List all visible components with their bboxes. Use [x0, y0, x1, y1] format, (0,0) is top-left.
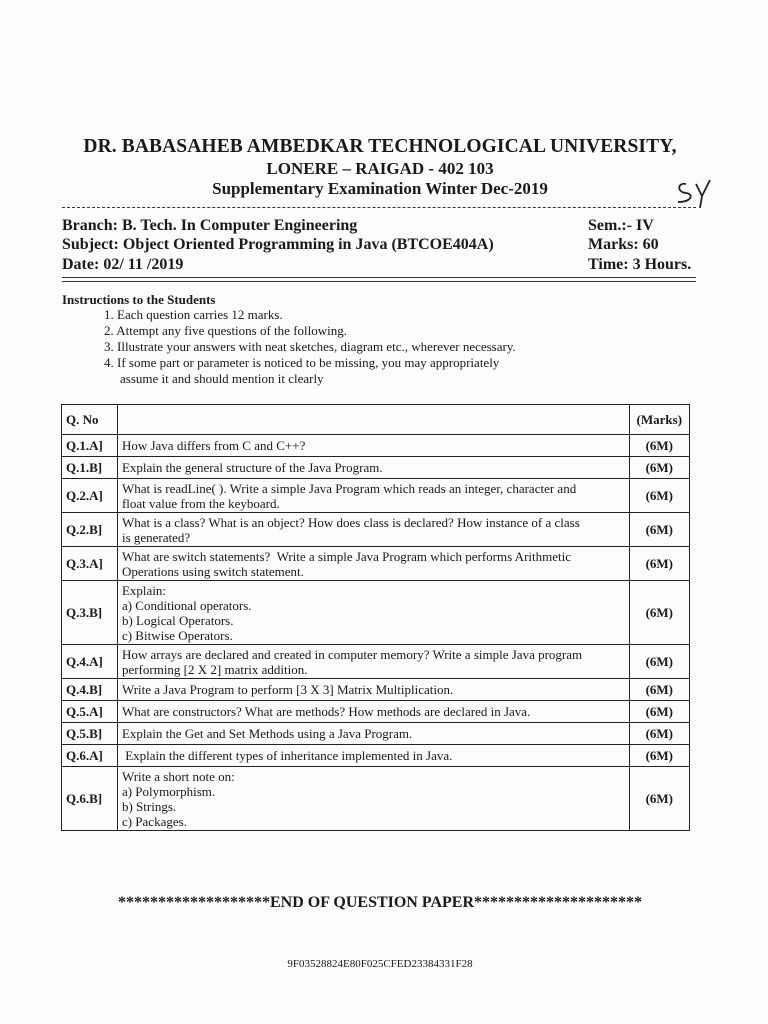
table-header-row	[62, 405, 690, 435]
question-marks: (6M)	[629, 479, 689, 513]
total-marks: Marks: 60	[588, 236, 659, 253]
university-location: LONERE – RAIGAD - 402 103	[266, 159, 494, 178]
question-marks: (6M)	[629, 723, 689, 745]
question-marks: (6M)	[629, 767, 689, 831]
question-text	[117, 581, 629, 645]
meta-divider	[62, 277, 696, 282]
question-number: Q.6.B]	[62, 767, 118, 831]
question-line: c) Bitwise Operators.	[121, 627, 233, 643]
question-line: What are switch statements? Write a simple Java Program which performs Arithmetic	[121, 548, 571, 564]
question-text	[117, 645, 629, 679]
question-line: How Java differs from C and C++?	[121, 438, 306, 453]
question-marks: (6M)	[629, 457, 689, 479]
instructions-list	[104, 307, 516, 387]
question-marks: (6M)	[629, 547, 689, 581]
question-number: Q.4.A]	[62, 645, 118, 679]
exam-time: Time: 3 Hours.	[588, 256, 692, 273]
question-marks: (6M)	[629, 513, 689, 547]
question-marks: (6M)	[629, 701, 689, 723]
question-text	[117, 513, 629, 547]
question-line: a) Polymorphism.	[121, 783, 216, 799]
semester: Sem.:- IV	[588, 217, 654, 234]
instruction-item: 1. Each question carries 12 marks.	[104, 307, 283, 322]
question-number: Q.6.A]	[62, 745, 118, 767]
question-line: What is a class? What is an object? How does class is declared? How instance of a class	[121, 514, 580, 530]
table-row	[62, 701, 690, 723]
question-number: Q.3.A]	[62, 547, 118, 581]
question-text	[117, 723, 629, 745]
table-row	[62, 547, 690, 581]
question-line: b) Strings.	[121, 798, 177, 814]
question-number: Q.2.A]	[62, 479, 118, 513]
subject-line: Subject: Object Oriented Programming in Java (BTCOE404A)	[62, 236, 494, 253]
question-marks: (6M)	[629, 645, 689, 679]
paper-code: 9F03528824E80F025CFED23384331F28	[287, 958, 473, 970]
table-row	[62, 767, 690, 831]
question-marks: (6M)	[629, 745, 689, 767]
question-line: Write a Java Program to perform [3 X 3] Matrix Multiplication.	[121, 682, 454, 697]
question-marks: (6M)	[629, 581, 689, 645]
table-row	[62, 457, 690, 479]
header-marks: (Marks)	[629, 405, 689, 435]
table-row	[62, 435, 690, 457]
header-question	[117, 405, 629, 435]
question-text	[117, 745, 629, 767]
table-row	[62, 645, 690, 679]
question-number: Q.2.B]	[62, 513, 118, 547]
question-line: Explain the general structure of the Java Program.	[121, 460, 383, 475]
branch-line: Branch: B. Tech. In Computer Engineering	[62, 217, 358, 234]
question-number: Q.4.B]	[62, 679, 118, 701]
question-marks: (6M)	[629, 679, 689, 701]
question-line: is generated?	[121, 529, 191, 545]
header-qno: Q. No	[62, 405, 118, 435]
question-line: b) Logical Operators.	[121, 612, 234, 628]
question-number: Q.3.B]	[62, 581, 118, 645]
question-marks: (6M)	[629, 435, 689, 457]
instructions-title: Instructions to the Students	[62, 292, 216, 307]
table-row	[62, 513, 690, 547]
question-text	[117, 701, 629, 723]
question-line: What is readLine( ). Write a simple Java Program which reads an integer, character and	[121, 480, 577, 496]
header-divider	[62, 207, 696, 208]
table-row	[62, 745, 690, 767]
question-number: Q.5.A]	[62, 701, 118, 723]
question-number: Q.5.B]	[62, 723, 118, 745]
instruction-item: 3. Illustrate your answers with neat sketches, diagram etc., wherever necessary.	[104, 339, 516, 354]
question-line: float value from the keyboard.	[121, 495, 280, 511]
question-line: Operations using switch statement.	[121, 563, 304, 579]
instruction-item: 2. Attempt any five questions of the following.	[104, 323, 347, 338]
question-text	[117, 479, 629, 513]
question-line: a) Conditional operators.	[121, 597, 252, 613]
table-row	[62, 679, 690, 701]
university-name: DR. BABASAHEB AMBEDKAR TECHNOLOGICAL UNIVERSITY,	[83, 136, 677, 157]
questions-table	[61, 404, 690, 831]
instruction-item: assume it and should mention it clearly	[120, 371, 324, 386]
question-line: performing [2 X 2] matrix addition.	[121, 661, 308, 677]
table-row	[62, 581, 690, 645]
table-row	[62, 723, 690, 745]
question-line: c) Packages.	[121, 813, 187, 829]
question-text	[117, 767, 629, 831]
exam-title: Supplementary Examination Winter Dec-2019	[212, 179, 548, 198]
question-line: Explain:	[121, 582, 166, 598]
question-line: Explain the different types of inheritance implemented in Java.	[121, 748, 453, 763]
question-line: What are constructors? What are methods? How methods are declared in Java.	[121, 704, 531, 719]
instruction-item: 4. If some part or parameter is noticed to be missing, you may appropriately	[104, 355, 500, 370]
end-of-paper: *******************END OF QUESTION PAPER*********************	[117, 894, 642, 911]
question-line: Write a short note on:	[121, 768, 235, 784]
question-text	[117, 435, 629, 457]
question-text	[117, 457, 629, 479]
question-line: Explain the Get and Set Methods using a Java Program.	[121, 726, 413, 741]
handwritten-signature	[672, 172, 716, 212]
question-text	[117, 679, 629, 701]
question-text	[117, 547, 629, 581]
question-number: Q.1.B]	[62, 457, 118, 479]
question-line: How arrays are declared and created in computer memory? Write a simple Java program	[121, 646, 583, 662]
date-line: Date: 02/ 11 /2019	[62, 256, 184, 273]
table-row	[62, 479, 690, 513]
question-number: Q.1.A]	[62, 435, 118, 457]
